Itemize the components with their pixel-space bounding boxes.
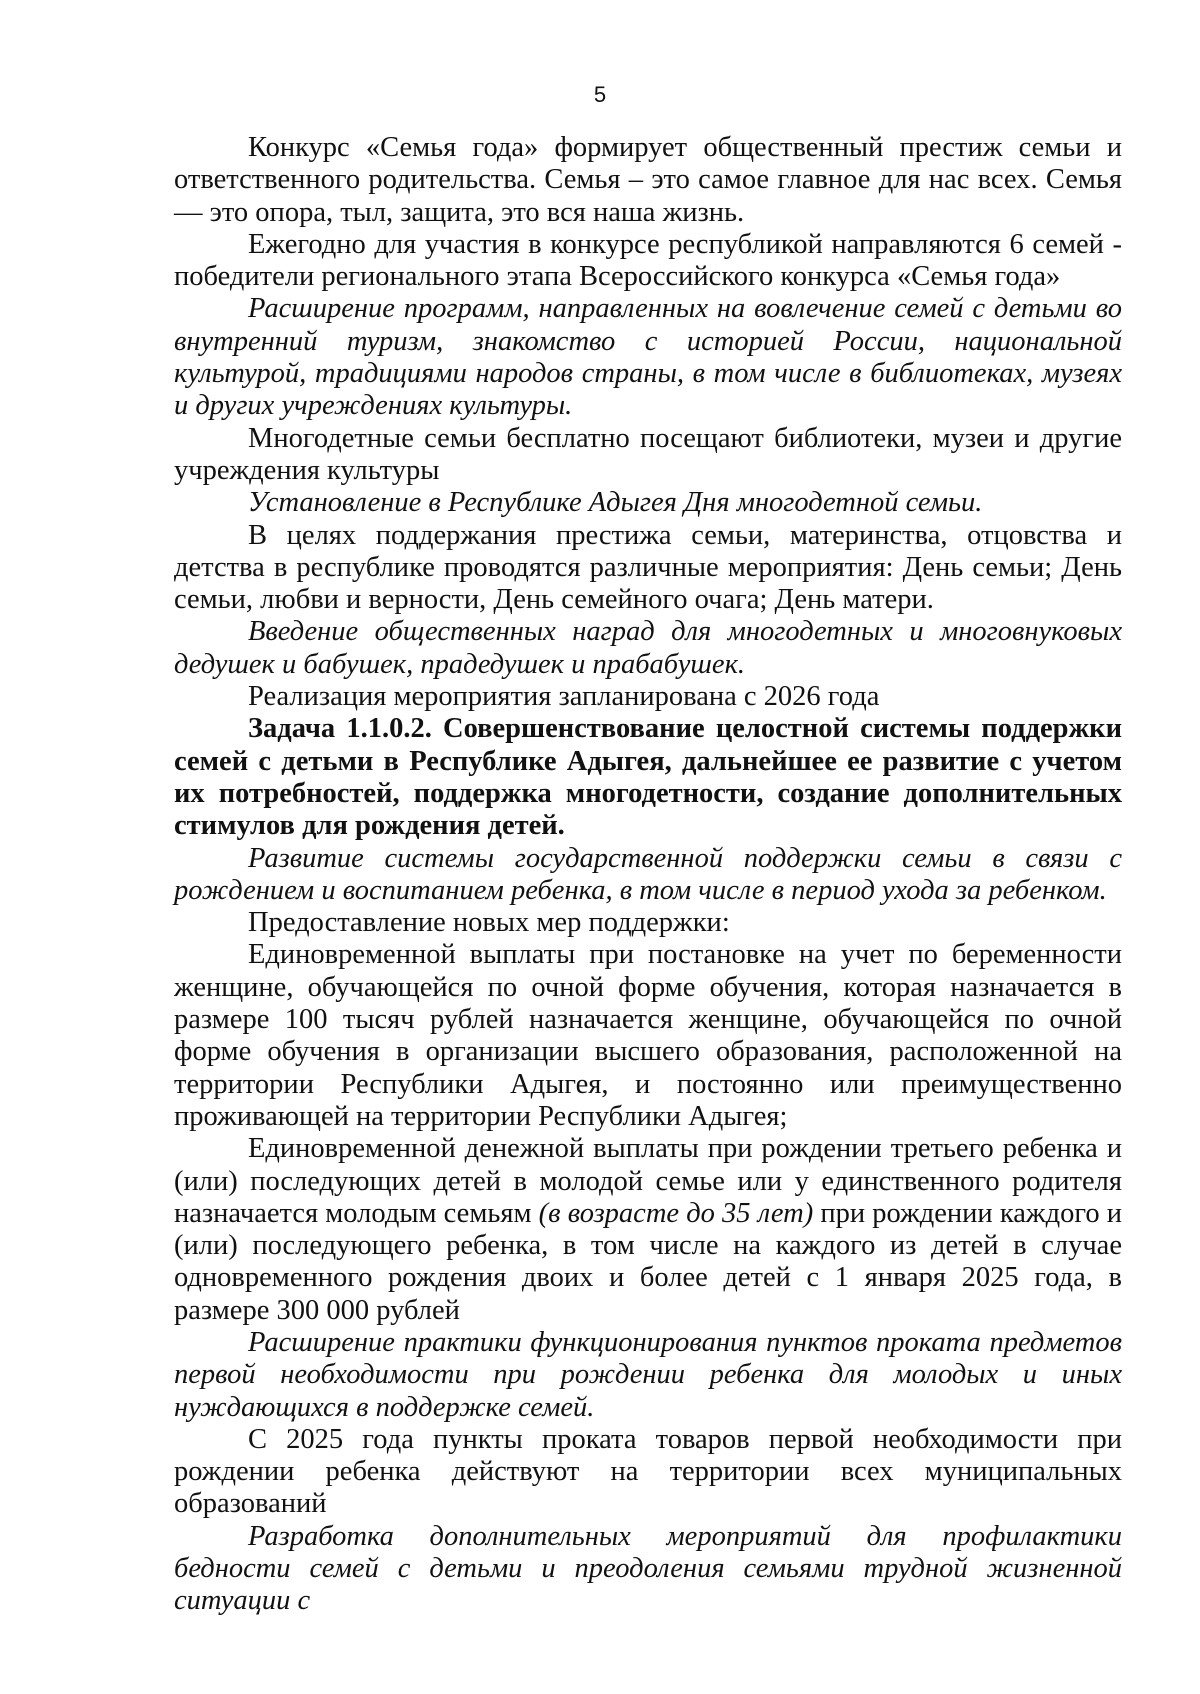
paragraph-state-support: Развитие системы государственной поддержки семьи в связи с рождением и воспитанием ребенка, в том числе в период ухода за ребенком. — [174, 842, 1122, 906]
paragraph-task-heading: Задача 1.1.0.2. Совершенствование целостной системы поддержки семей с детьми в Республике Адыгея, дальнейшее ее развитие с учетом их потребностей, поддержка многодетности, создание дополнительных стимулов для рождения детей. — [174, 713, 1122, 842]
paragraph-implementation-2026: Реализация мероприятия запланирована с 2026 года — [248, 681, 880, 713]
paragraph-third-child-payment — [174, 1133, 1122, 1327]
paragraph-large-family-day: Установление в Республике Адыгея Дня многодетной семьи. — [248, 487, 983, 519]
age-limit-note: (в возрасте до 35 лет) — [538, 1197, 814, 1229]
paragraph-contest-prestige: Конкурс «Семья года» формирует общественный престиж семьи и ответственного родительства. Семья – это самое главное для нас всех. Семья — это опора, тыл, защита, это вся наша жизнь. — [174, 132, 1122, 228]
paragraph-rental-2025: С 2025 года пункты проката товаров первой необходимости при рождении ребенка действуют на территории всех муниципальных образований — [174, 1423, 1122, 1520]
paragraph-text-part: Единовременной денежной выплаты при рождении третьего ребенка и (или) последующих детей в молодой семье или у единственного родителя назначается молодым семьям — [174, 1133, 1122, 1229]
paragraph-new-measures: Предоставление новых мер поддержки: — [248, 907, 730, 939]
paragraph-poverty-prevention: Разработка дополнительных мероприятий для профилактики бедности семей с детьми и преодоления семьями трудной жизненной ситуации с — [174, 1520, 1122, 1617]
document-body — [174, 132, 1122, 1618]
paragraph-lump-sum-pregnancy: Единовременной выплаты при постановке на учет по беременности женщине, обучающейся по очной форме обучения, которая назначается в размере 100 тысяч рублей назначается женщине, обучающейся по очной форме обучения в организации высшего образования, расположенной на территории Республики Адыгея, и постоянно или преимущественно проживающей на территории Республики Адыгея; — [174, 939, 1122, 1132]
paragraph-tourism-programs: Расширение программ, направленных на вовлечение семей с детьми во внутренний туризм, знакомство с историей России, национальной культурой, традициями народов страны, в том числе в библиотеках, музеях и других учреждениях культуры. — [174, 293, 1122, 422]
paragraph-rental-points: Расширение практики функционирования пунктов проката предметов первой необходимости при рождении ребенка для молодых и иных нуждающихся в поддержке семей. — [174, 1326, 1122, 1423]
paragraph-free-visits: Многодетные семьи бесплатно посещают библиотеки, музеи и другие учреждения культуры — [174, 422, 1122, 486]
page-number: 5 — [593, 82, 607, 107]
paragraph-annual-participation: Ежегодно для участия в конкурсе республикой направляются 6 семей - победители регионального этапа Всероссийского конкурса «Семья года» — [174, 228, 1122, 293]
paragraph-public-awards: Введение общественных наград для многодетных и многовнуковых дедушек и бабушек, прадедушек и прабабушек. — [174, 616, 1122, 680]
paragraph-text-part: при рождении каждого и (или) последующего ребенка, в том числе на каждого из детей в случае одновременного рождения двоих и более детей с 1 января 2025 года, в размере 300 000 рублей — [174, 1197, 1122, 1326]
paragraph-events: В целях поддержания престижа семьи, материнства, отцовства и детства в республике проводятся различные мероприятия: День семьи; День семьи, любви и верности, День семейного очага; День матери. — [174, 519, 1122, 616]
